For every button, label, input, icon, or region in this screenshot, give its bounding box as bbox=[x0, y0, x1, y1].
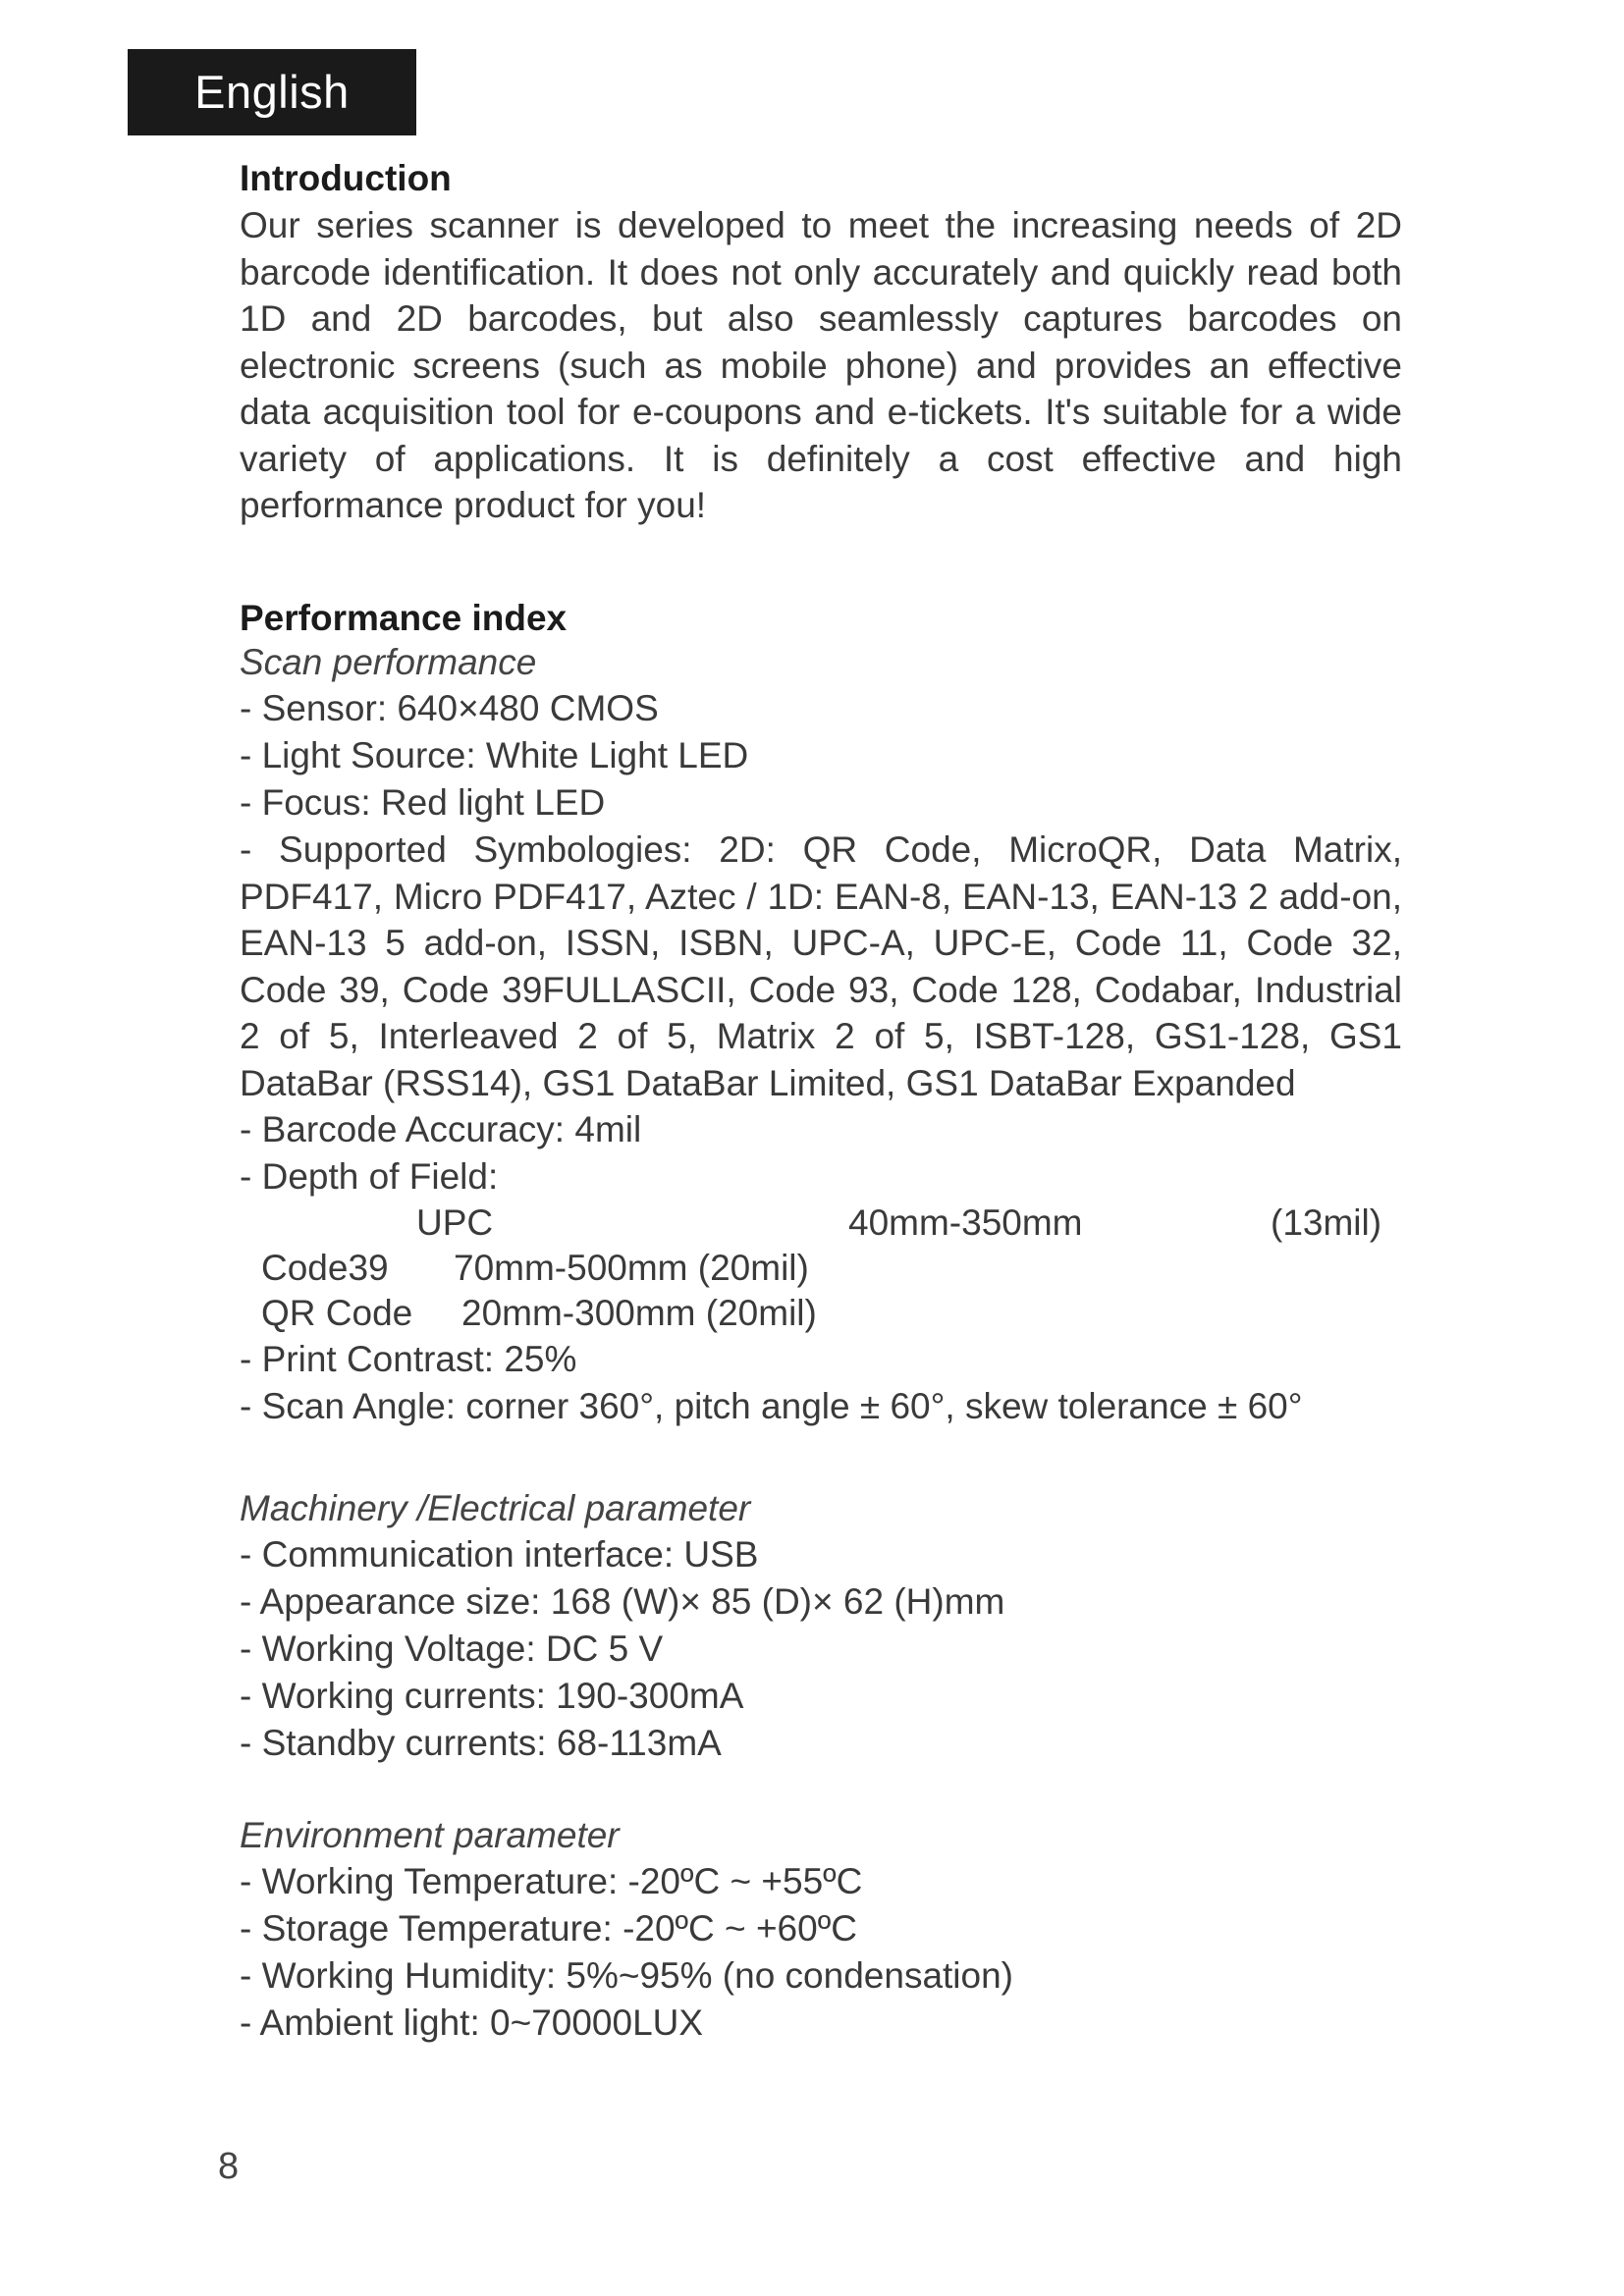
machinery-item: - Standby currents: 68-113mA bbox=[240, 1723, 722, 1763]
dof-range: 40mm-350mm bbox=[848, 1202, 1083, 1243]
introduction-section bbox=[240, 157, 1402, 200]
dof-code: QR Code bbox=[261, 1293, 413, 1333]
environment-item: - Working Humidity: 5%~95% (no condensation) bbox=[240, 1955, 1014, 1996]
print-contrast-item: - Print Contrast: 25% bbox=[240, 1339, 577, 1379]
focus-item: - Focus: Red light LED bbox=[240, 782, 606, 823]
symbologies-item: - Supported Symbologies: 2D: QR Code, MicroQR, Data Matrix, PDF417, Micro PDF417, Aztec / 1D: EAN-8, EAN-13, EAN-13 2 add-on, EAN-13 5 add-on, ISSN, ISBN, UPC-A, UPC-E, Code 11, Code 32, Code 39, Code 39FULLASCII, Code 93, Code 128, Codabar, Industrial 2 of 5, Interleaved 2 of 5, Matrix 2 of 5, ISBT-128, GS1-128, GS1 DataBar (RSS14), GS1 DataBar Limited, GS1 DataBar Expanded bbox=[240, 829, 1402, 1103]
dof-range: 20mm-300mm (20mil) bbox=[461, 1293, 817, 1333]
dof-row-qr bbox=[240, 1291, 1402, 1336]
language-tab: English bbox=[128, 49, 416, 135]
machinery-section bbox=[240, 1486, 1402, 1767]
dof-code: UPC bbox=[416, 1202, 494, 1243]
environment-item: - Working Temperature: -20ºC ~ +55ºC bbox=[240, 1861, 863, 1901]
scan-angle-item: - Scan Angle: corner 360°, pitch angle ± 60°, skew tolerance ± 60° bbox=[240, 1386, 1303, 1426]
accuracy-item: - Barcode Accuracy: 4mil bbox=[240, 1109, 642, 1149]
environment-item: - Ambient light: 0~70000LUX bbox=[240, 2002, 704, 2043]
machinery-item: - Working currents: 190-300mA bbox=[240, 1676, 744, 1716]
environment-section bbox=[240, 1813, 1402, 2047]
machinery-item: - Communication interface: USB bbox=[240, 1534, 759, 1575]
machinery-item: - Working Voltage: DC 5 V bbox=[240, 1629, 664, 1669]
scan-performance-subtitle: Scan performance bbox=[240, 642, 537, 682]
depth-of-field-item: - Depth of Field: bbox=[240, 1156, 499, 1197]
machinery-item: - Appearance size: 168 (W)× 85 (D)× 62 (H)mm bbox=[240, 1581, 1005, 1622]
performance-section bbox=[240, 597, 1402, 1430]
performance-title: Performance index bbox=[240, 598, 568, 638]
dof-row-upc bbox=[240, 1201, 1402, 1246]
environment-subtitle: Environment parameter bbox=[240, 1815, 620, 1855]
introduction-text: Our series scanner is developed to meet the increasing needs of 2D barcode identification. It does not only accurately and quickly read both 1D and 2D barcodes, but also seamlessly captures barcodes on electronic screens (such as mobile phone) and provides an effective data acquisition tool for e-coupons and e-tickets. It's suitable for a wide variety of applications. It is definitely a cost effective and high performance product for you! bbox=[240, 205, 1402, 525]
dof-code: Code39 bbox=[261, 1248, 389, 1288]
introduction-title: Introduction bbox=[240, 158, 452, 198]
dof-mil: (13mil) bbox=[1271, 1202, 1382, 1243]
machinery-subtitle: Machinery /Electrical parameter bbox=[240, 1488, 751, 1528]
sensor-item: - Sensor: 640×480 CMOS bbox=[240, 688, 659, 728]
dof-row-code39 bbox=[240, 1246, 1402, 1291]
environment-item: - Storage Temperature: -20ºC ~ +60ºC bbox=[240, 1908, 857, 1949]
page-number: 8 bbox=[218, 2146, 240, 2187]
dof-range: 70mm-500mm (20mil) bbox=[454, 1248, 809, 1288]
light-source-item: - Light Source: White Light LED bbox=[240, 735, 749, 775]
